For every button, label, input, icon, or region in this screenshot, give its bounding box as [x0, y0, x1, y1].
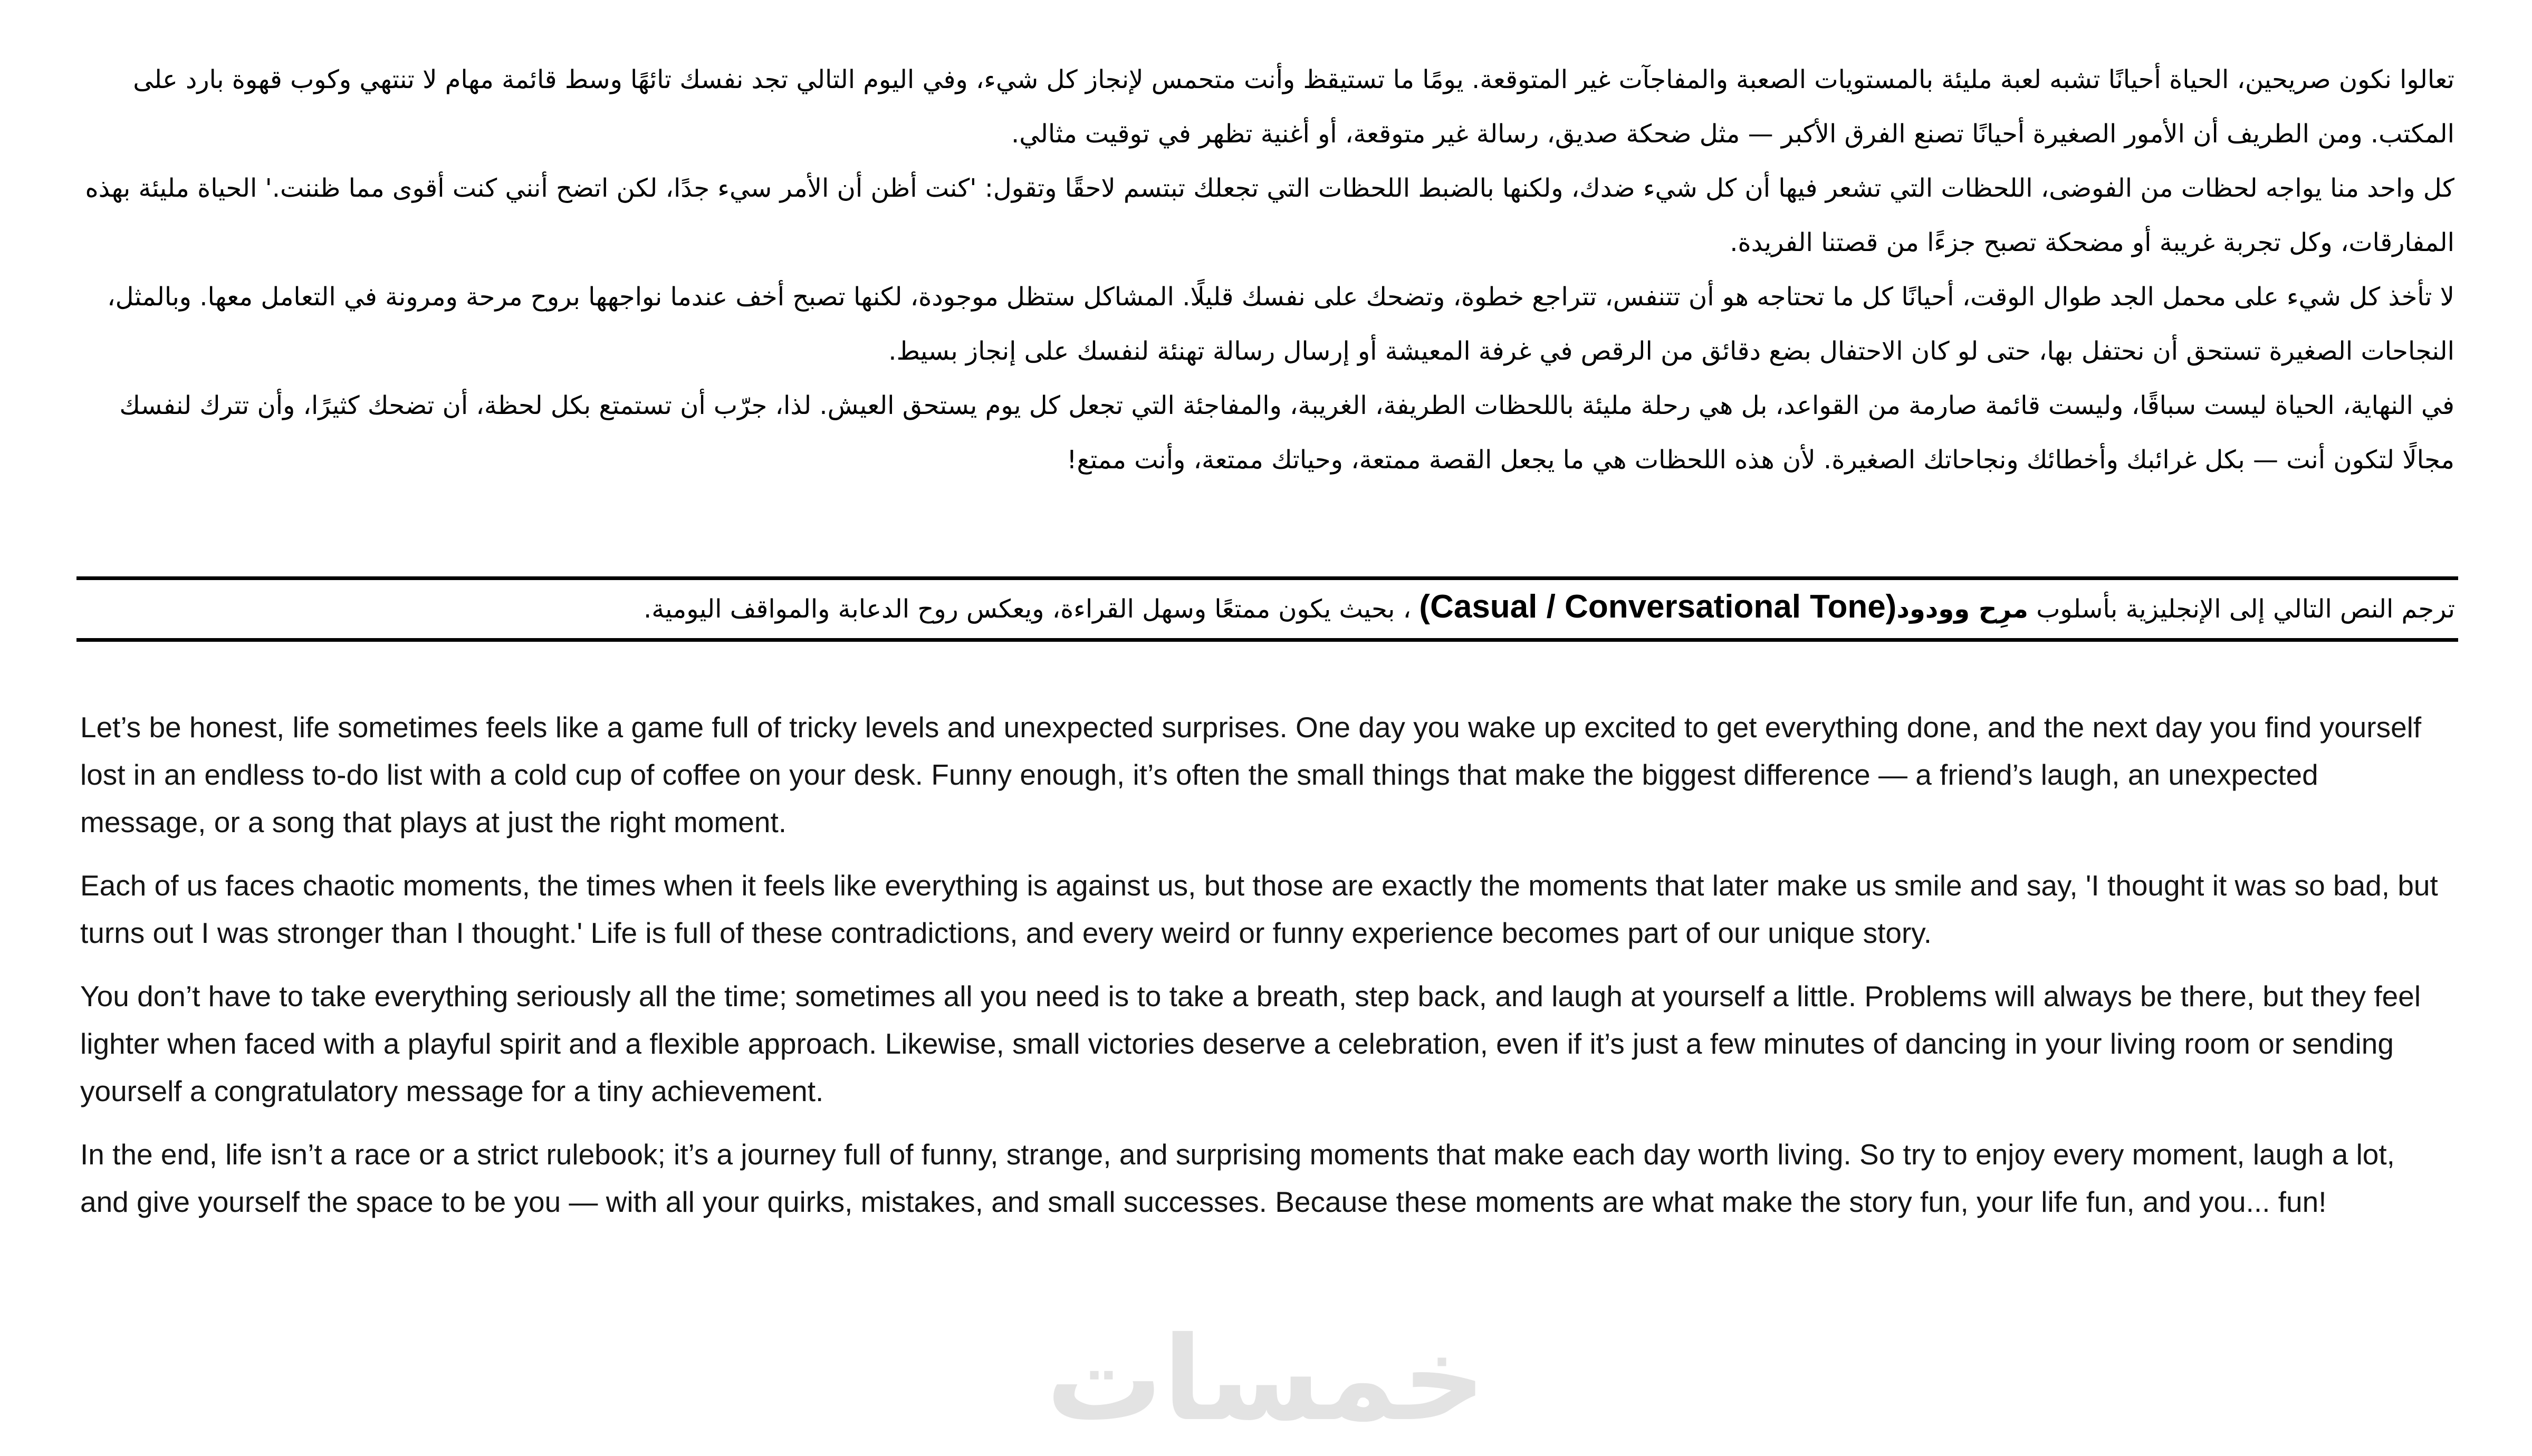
arabic-paragraph-1: تعالوا نكون صريحين، الحياة أحيانًا تشبه لعبة مليئة بالمستويات الصعبة والمفاجآت غير المتوقعة. يومًا ما تستيقظ وأنت متحمس لإنجاز كل شيء، وفي اليوم التالي تجد نفسك تائهًا وسط قائمة مهام لا تنتهي وكوب قهوة بارد على المكتب. ومن الطريف أن الأمور الصغيرة أحيانًا تصنع الفرق الأكبر — مثل ضحكة صديق، رسالة غير متوقعة، أو أغنية تظهر في توقيت مثالي.: [133, 65, 2454, 149]
english-paragraph-3: You don’t have to take everything seriously all the time; sometimes all you need is to take a breath, step back, and laugh at yourself a little. Problems will always be there, but they feel lighter when faced with a playful spirit and a flexible approach. Likewise, small victories deserve a celebration, even if it’s just a few minutes of dancing in your living room or sending yourself a congratulatory message for a tiny achievement.: [80, 980, 2421, 1107]
arabic-source-text: [76, 53, 2454, 487]
instruction-text-after: ، بحيث يكون ممتعًا وسهل القراءة، ويعكس روح الدعابة والمواقف اليومية.: [644, 594, 1420, 624]
instruction-bold-arabic: مرِح وودود: [1896, 594, 2028, 624]
arabic-paragraph-4: في النهاية، الحياة ليست سباقًا، وليست قائمة صارمة من القواعد، بل هي رحلة مليئة باللحظات الطريفة، الغريبة، والمفاجئة التي تجعل كل يوم يستحق العيش. لذا، جرّب أن تستمتع بكل لحظة، أن تضحك كثيرًا، وأن تترك لنفسك مجالًا لتكون أنت — بكل غرائبك وأخطائك ونجاحاتك الصغيرة. لأن هذه اللحظات هي ما يجعل القصة ممتعة، وحياتك ممتعة، وأنت ممتع!: [119, 391, 2454, 475]
english-translation-text: [80, 703, 2448, 1241]
english-paragraph-1: Let’s be honest, life sometimes feels like a game full of tricky levels and unexpected surprises. One day you wake up excited to get everything done, and the next day you find yourself lost in an endless to-do list with a cold cup of coffee on your desk. Funny enough, it’s often the small things that make the biggest difference — a friend’s laugh, an unexpected message, or a song that plays at just the right moment.: [80, 711, 2422, 838]
translation-instruction-box: [76, 576, 2458, 642]
english-paragraph-4: In the end, life isn’t a race or a strict rulebook; it’s a journey full of funny, strange, and surprising moments that make each day worth living. So try to enjoy every moment, laugh a lot, and give yourself the space to be you — with all your quirks, mistakes, and small successes. Because these moments are what make the story fun, your life fun, and you... fun!: [80, 1138, 2395, 1218]
instruction-text-before: ترجم النص التالي إلى الإنجليزية بأسلوب: [2028, 594, 2455, 624]
english-paragraph-2: Each of us faces chaotic moments, the times when it feels like everything is against us, but those are exactly the moments that later make us smile and say, 'I thought it was so bad, but turns out I was stronger than I thought.' Life is full of these contradictions, and every weird or funny experience becomes part of our unique story.: [80, 869, 2438, 949]
arabic-paragraph-3: لا تأخذ كل شيء على محمل الجد طوال الوقت، أحيانًا كل ما تحتاجه هو أن تتنفس، تتراجع خطوة، وتضحك على نفسك قليلًا. المشاكل ستظل موجودة، لكنها تصبح أخف عندما نواجهها بروح مرحة ومرونة في التعامل معها. وبالمثل، النجاحات الصغيرة تستحق أن نحتفل بها، حتى لو كان الاحتفال بضع دقائق من الرقص في غرفة المعيشة أو إرسال رسالة تهنئة لنفسك على إنجاز بسيط.: [107, 282, 2454, 366]
arabic-paragraph-2: كل واحد منا يواجه لحظات من الفوضى، اللحظات التي تشعر فيها أن كل شيء ضدك، ولكنها بالضبط اللحظات التي تجعلك تبتسم لاحقًا وتقول: 'كنت أظن أن الأمر سيء جدًا، لكن اتضح أنني كنت أقوى مما ظننت.' الحياة مليئة بهذه المفارقات، وكل تجربة غريبة أو مضحكة تصبح جزءًا من قصتنا الفريدة.: [85, 173, 2454, 257]
instruction-bold-latin: (Casual / Conversational Tone): [1419, 589, 1897, 625]
khamsat-watermark-logo: خمسات: [1046, 1312, 1486, 1447]
